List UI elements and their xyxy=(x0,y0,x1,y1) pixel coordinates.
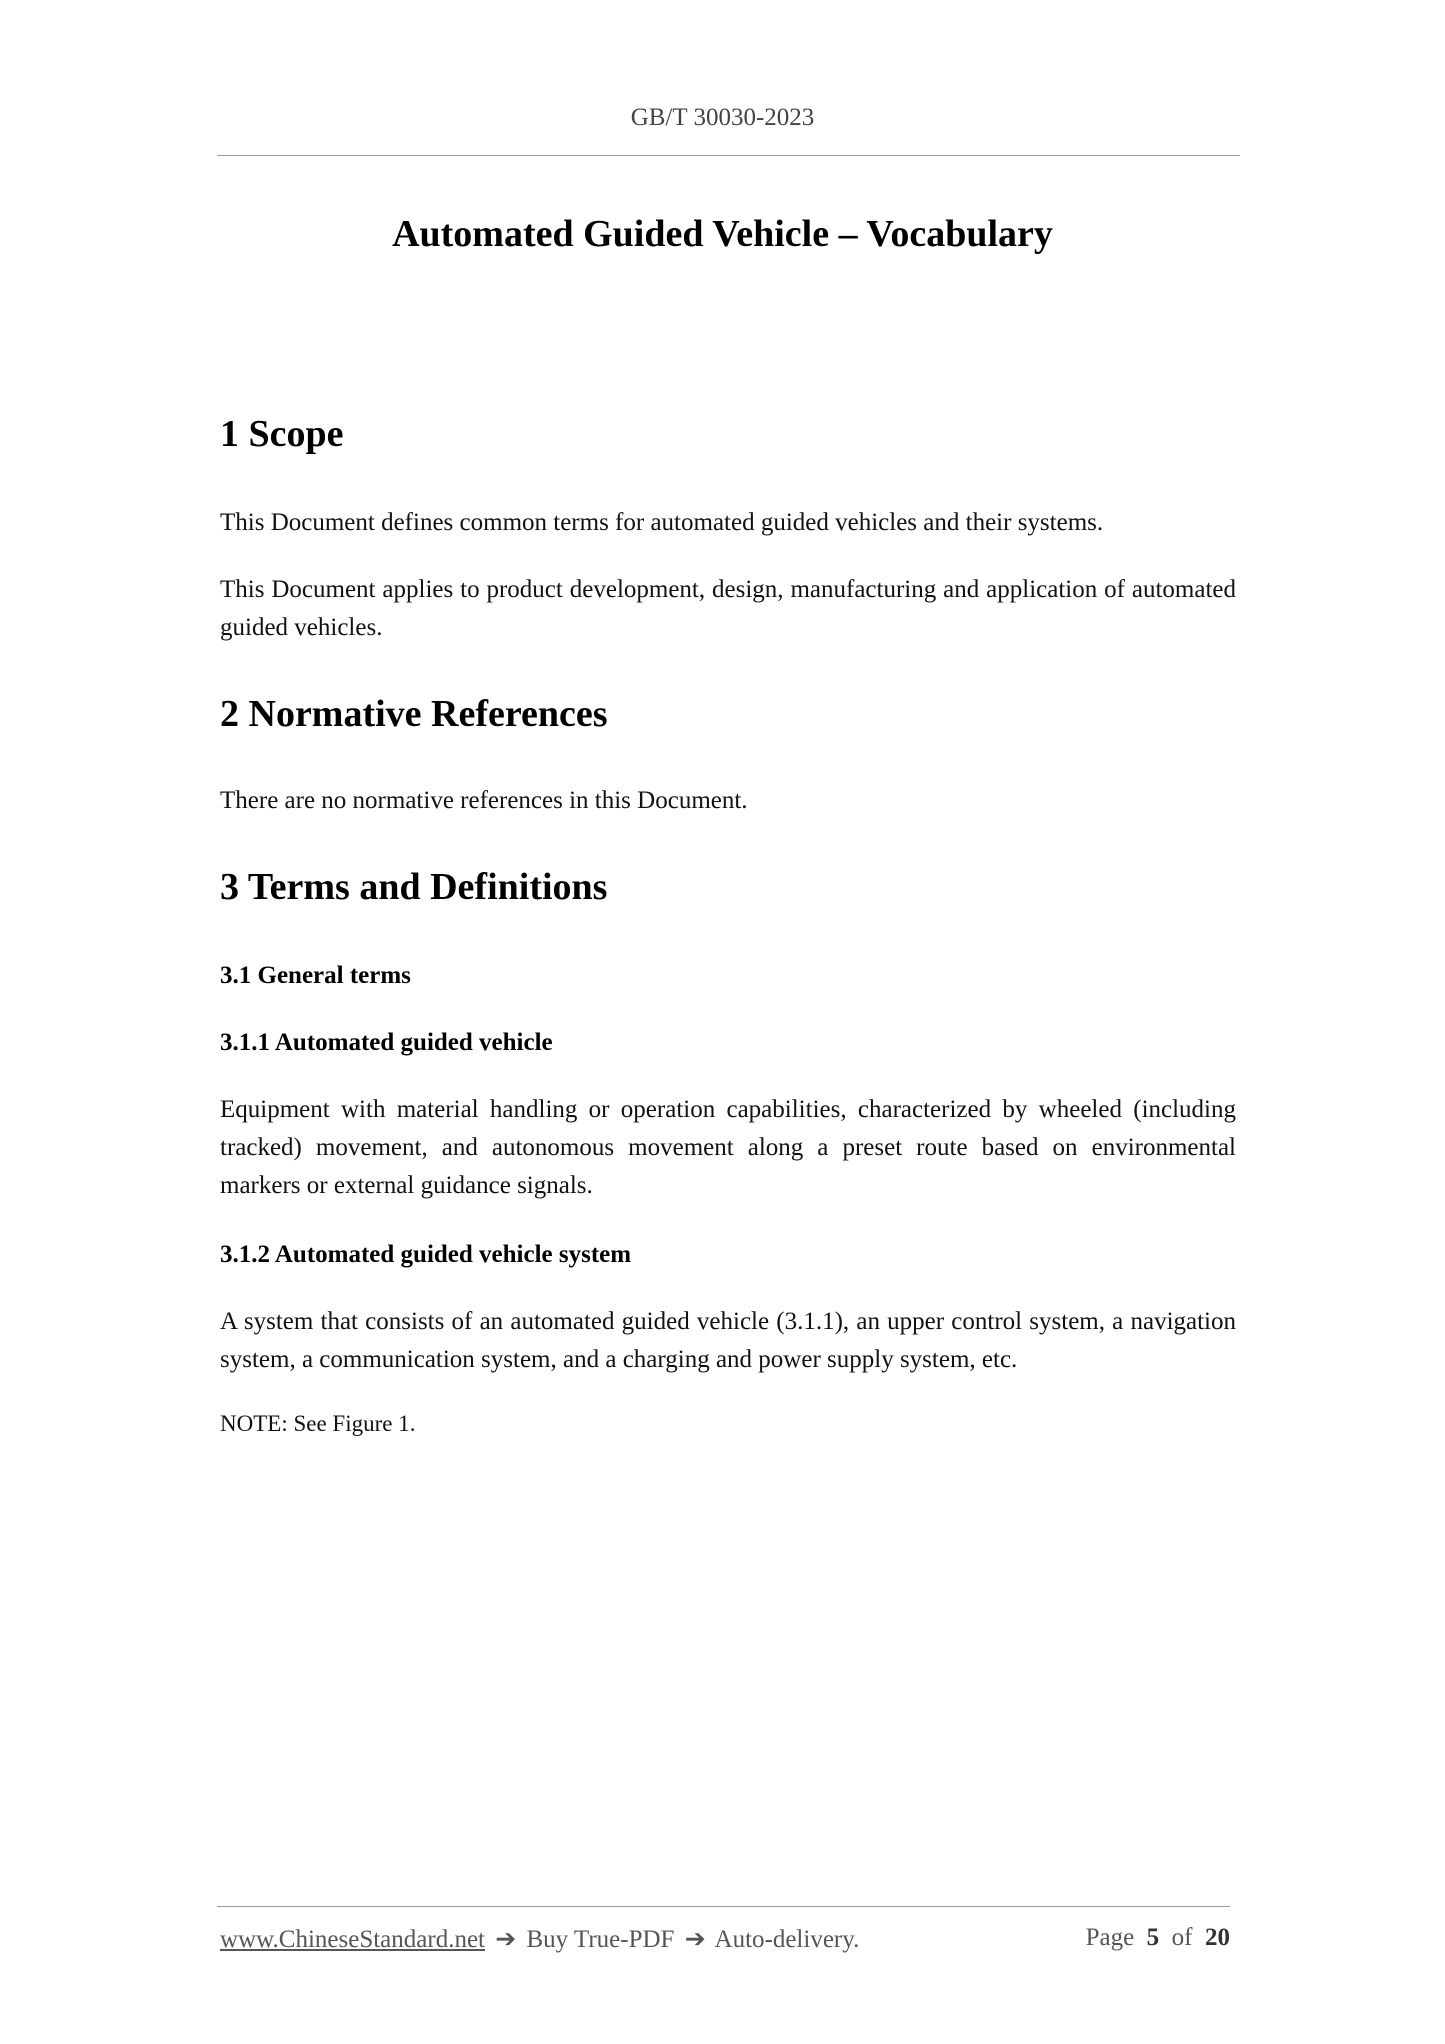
header-divider xyxy=(217,155,1240,156)
scope-paragraph-2: This Document applies to product development, design, manufacturing and application of automated guided vehicles. xyxy=(220,576,1236,641)
page-number xyxy=(1086,1924,1230,1952)
note-see-figure: NOTE: See Figure 1. xyxy=(220,1411,416,1436)
normative-paragraph-1: There are no normative references in this Document. xyxy=(220,787,748,814)
arrow-right-icon: ➔ xyxy=(495,1926,517,1953)
subsection-heading-general-terms: 3.1 General terms xyxy=(220,962,411,989)
footer-promo xyxy=(220,1924,859,1954)
website-link[interactable]: www.ChineseStandard.net xyxy=(220,1926,485,1953)
page-total: 20 xyxy=(1205,1924,1230,1951)
auto-delivery-text: Auto-delivery. xyxy=(714,1926,860,1953)
section-heading-normative-references: 2 Normative References xyxy=(220,693,608,735)
document-title: Automated Guided Vehicle – Vocabulary xyxy=(392,213,1053,255)
term-heading-agv: 3.1.1 Automated guided vehicle xyxy=(220,1029,553,1056)
header-standard-code: GB/T 30030-2023 xyxy=(630,104,815,131)
term-heading-agv-system: 3.1.2 Automated guided vehicle system xyxy=(220,1241,632,1268)
term-definition-agv-system: A system that consists of an automated guided vehicle (3.1.1), an upper control system, a navigation system, a communication system, and a charging and power supply system, etc. xyxy=(220,1308,1236,1373)
section-heading-scope: 1 Scope xyxy=(220,413,344,455)
page-of-label: of xyxy=(1171,1924,1193,1951)
footer-divider xyxy=(217,1906,1230,1907)
scope-paragraph-1: This Document defines common terms for automated guided vehicles and their systems. xyxy=(220,509,1104,536)
page-current: 5 xyxy=(1146,1924,1160,1951)
page-label: Page xyxy=(1085,1924,1135,1951)
buy-true-pdf-text: Buy True-PDF xyxy=(526,1926,675,1953)
section-heading-terms-definitions: 3 Terms and Definitions xyxy=(220,866,608,908)
term-definition-agv: Equipment with material handling or operation capabilities, characterized by wheeled (including tracked) movement, and autonomous movement along a preset route based on environmental markers or external guidance signals. xyxy=(220,1096,1236,1199)
arrow-right-icon: ➔ xyxy=(684,1926,706,1953)
